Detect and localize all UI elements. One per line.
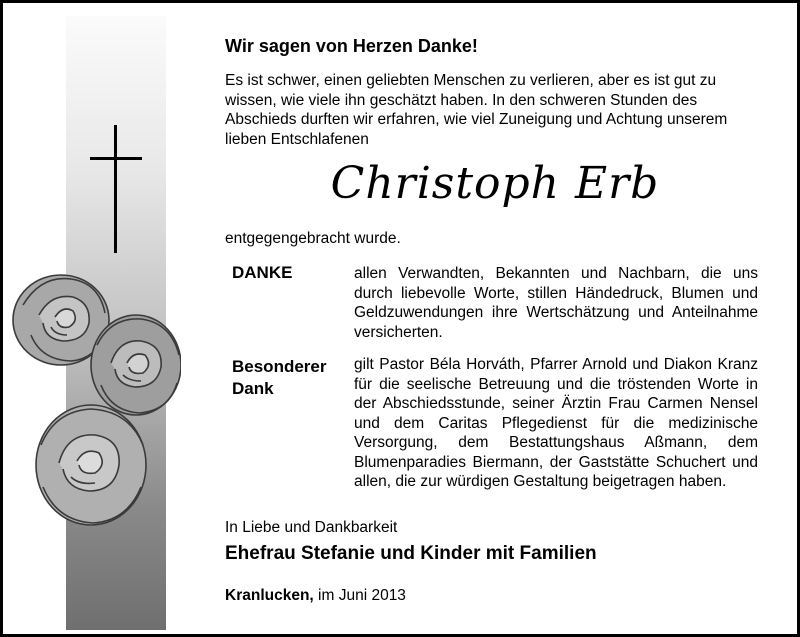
date-text: im Juni 2013 (318, 587, 406, 604)
cross-icon (90, 125, 142, 253)
headline: Wir sagen von Herzen Danke! (225, 36, 478, 56)
intro-paragraph: Es ist schwer, einen geliebten Menschen zu verlieren, aber es ist gut zu wissen, wie viele ihn geschätzt haben. In den schweren Stunden des Abschieds durften wir erfahren, wie viel Zuneigung und Achtung unserem lieben Entschlafenen (225, 72, 728, 148)
roses-illustration (11, 265, 181, 535)
thanks-text: allen Verwandten, Bekannten und Nachbarn, die uns durch liebevolle Worte, stillen Händedruck, Blumen und Geldzuwendungen ihre Wertschätzung und Anteilnahme versicherten. (354, 265, 758, 341)
thanks-label: DANKE (232, 263, 293, 282)
special-thanks-label: Besonderer Dank (232, 357, 327, 398)
after-name-text: entgegengebracht wurde. (225, 230, 401, 247)
place-name: Kranlucken, (225, 587, 314, 604)
special-thanks-text: gilt Pastor Béla Horváth, Pfarrer Arnold und Diakon Kranz für die seelische Betreuung und die tröstenden Worte in der Abschiedsstunde, seiner Ärztin Frau Carmen Nensel und dem Caritas Pflegedienst für die medizinische Versorgung, dem Bestattungshaus Aßmann, dem Blumenparadies Biermann, der Gaststätte Schuchert und allen, die zur würdigen Gestaltung beigetragen haben. (354, 356, 758, 490)
family-signature: Ehefrau Stefanie und Kinder mit Familien (225, 543, 597, 564)
closing-line: In Liebe und Dankbarkeit (225, 519, 398, 536)
deceased-name: Christoph Erb (330, 158, 660, 209)
place-date-line (225, 587, 406, 605)
